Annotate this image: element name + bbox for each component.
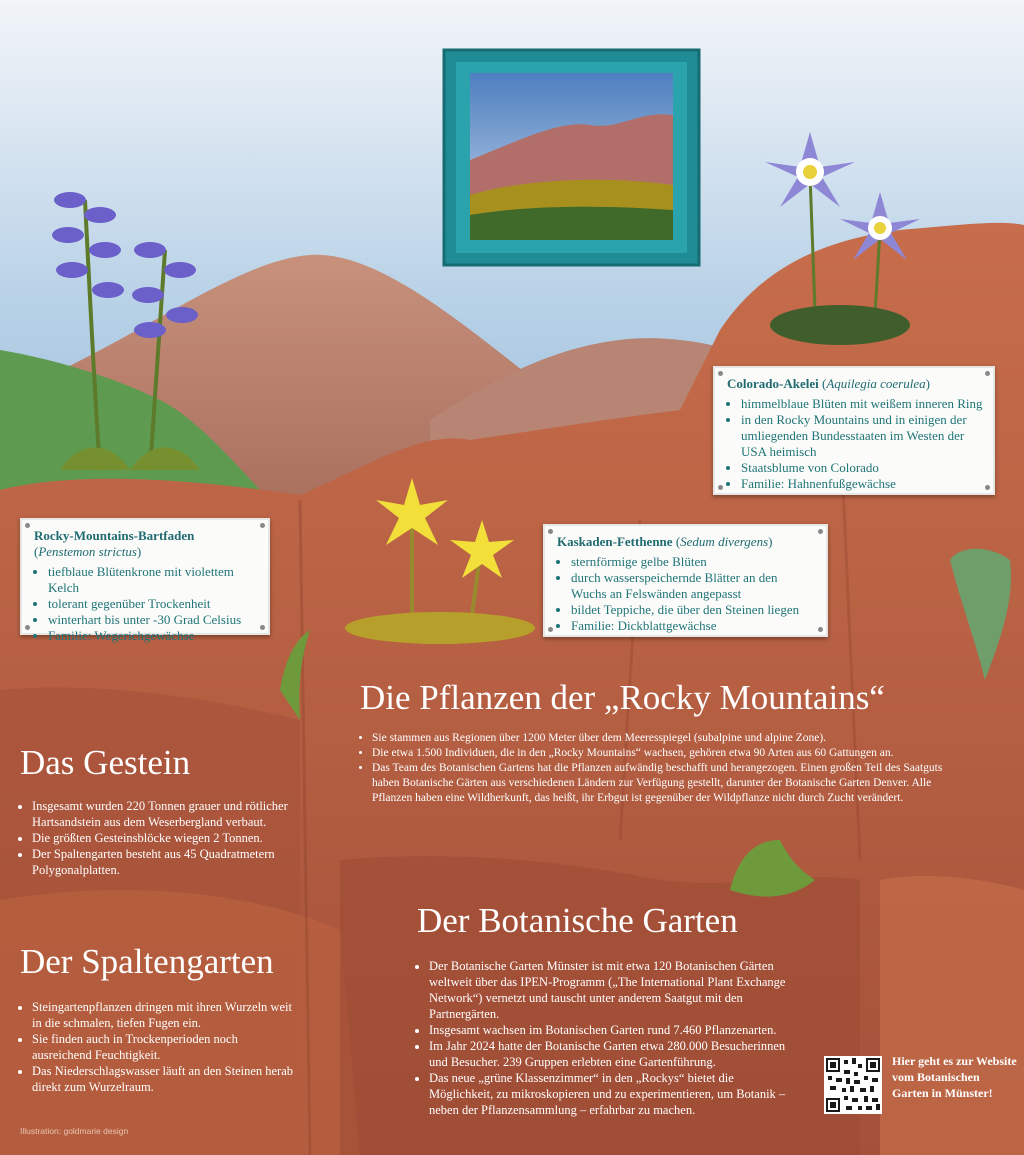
list-item: • Familie: Wegerichgewächse	[48, 628, 258, 644]
list-item: • Das Niederschlagswasser läuft an den Steinen herab direkt zum Wurzelraum.	[32, 1063, 300, 1095]
list-item: • durch wasserspeichernde Blätter an den Wuchs an Felswänden angepasst	[571, 570, 816, 602]
rock-block-right	[880, 876, 1024, 1155]
list-item: • tolerant gegenüber Trockenheit	[48, 596, 258, 612]
card-colorado-akelei	[713, 366, 995, 495]
section-list	[417, 958, 787, 1118]
section-title: Die Pflanzen der „Rocky Mountains“	[360, 678, 885, 717]
list-item: • tiefblaue Blütenkrone mit violettem Kelch	[48, 564, 258, 596]
list-item: • Sie stammen aus Regionen über 1200 Meter über dem Meeresspiegel (subalpine und alpine Zone).	[372, 731, 960, 746]
section-list	[360, 731, 960, 806]
list-item: • Im Jahr 2024 hatte der Botanische Garten etwa 280.000 Besucherinnen und Besucher. 239 Gruppen erlebten eine Gartenführung.	[429, 1038, 787, 1070]
list-item: • Der Botanische Garten Münster ist mit etwa 120 Botanischen Gärten weltweit über das IPEN-Programm („The International Plant Exchange Network“) vernetzt und tauscht unter anderem Saatgut mit den Partnergärten.	[429, 958, 787, 1022]
list-item: • Familie: Dickblattgewächse	[571, 618, 816, 634]
plant-latin-name: Aquilegia coerulea	[826, 376, 926, 391]
card-title: Rocky-Mountains-Bartfaden (Penstemon strictus)	[34, 528, 195, 559]
list-item: • Der Spaltengarten besteht aus 45 Quadratmetern Polygonalplatten.	[32, 846, 320, 878]
list-item: • winterhart bis unter -30 Grad Celsius	[48, 612, 258, 628]
list-item: • Das neue „grüne Klassenzimmer“ in den „Rockys“ bietet die Möglichkeit, zu mikroskopieren und zu experimentieren, um Botanik – neben der Pflanzensammlung – erfahrbar zu machen.	[429, 1070, 787, 1118]
section-title: Der Botanische Garten	[417, 901, 738, 940]
list-item: • Insgesamt wurden 220 Tonnen grauer und rötlicher Hartsandstein aus dem Weserbergland verbaut.	[32, 798, 320, 830]
plant-name: Rocky-Mountains-Bartfaden	[34, 528, 195, 543]
card-title: Kaskaden-Fetthenne (Sedum divergens)	[557, 534, 773, 549]
qr-code-caption: Hier geht es zur Website vom Botanischen Garten in Münster!	[892, 1054, 1017, 1100]
section-list	[20, 999, 300, 1095]
section-pflanzen	[360, 680, 960, 806]
card-title: Colorado-Akelei (Aquilegia coerulea)	[727, 376, 930, 391]
list-item: • Die größten Gesteinsblöcke wiegen 2 Tonnen.	[32, 830, 320, 846]
list-item: • bildet Teppiche, die über den Steinen liegen	[571, 602, 816, 618]
section-botanischer-garten	[417, 903, 787, 1118]
plant-latin-name: Penstemon strictus	[38, 544, 137, 559]
list-item: • Familie: Hahnenfußgewächse	[741, 476, 983, 492]
plant-name: Colorado-Akelei	[727, 376, 819, 391]
card-kaskaden-fetthenne	[543, 524, 828, 637]
list-item: • Sie finden auch in Trockenperioden noch ausreichend Feuchtigkeit.	[32, 1031, 300, 1063]
list-item: • Das Team des Botanischen Gartens hat die Pflanzen aufwändig beschafft und herangezogen. Einen großen Teil des Saatguts haben Botanische Gärten aus verschiedenen Ländern zur Verfügung gestellt, darunter der Botanische Garten Denver. Alle Pflanzen haben eine Wildherkunft, das heißt, ihr Erbgut ist gegenüber der Wildpflanze nicht durch Zucht verändert.	[372, 761, 960, 806]
section-list	[20, 798, 320, 878]
section-spaltengarten	[20, 944, 300, 1095]
qr-code-icon[interactable]	[824, 1056, 882, 1114]
list-item: • in den Rocky Mountains und in einigen der umliegenden Bundesstaaten im Westen der USA heimisch	[741, 412, 983, 460]
list-item: • Staatsblume von Colorado	[741, 460, 983, 476]
section-title: Das Gestein	[20, 743, 191, 782]
list-item: • sternförmige gelbe Blüten	[571, 554, 816, 570]
section-gestein	[20, 745, 320, 878]
framed-mountain-photo	[444, 50, 699, 265]
plant-facts-list	[557, 554, 816, 634]
plant-facts-list	[727, 396, 983, 492]
plant-latin-name: Sedum divergens	[680, 534, 769, 549]
list-item: • Steingartenpflanzen dringen mit ihren Wurzeln weit in die schmalen, tiefen Fugen ein.	[32, 999, 300, 1031]
card-rocky-mountains-bartfaden	[20, 518, 270, 643]
list-item: • Insgesamt wachsen im Botanischen Garten rund 7.460 Pflanzenarten.	[429, 1022, 787, 1038]
list-item: • himmelblaue Blüten mit weißem inneren Ring	[741, 396, 983, 412]
list-item: • Die etwa 1.500 Individuen, die in den „Rocky Mountains“ wachsen, gehören etwa 90 Arten aus 60 Gattungen an.	[372, 746, 960, 761]
plant-facts-list	[34, 564, 258, 644]
plant-name: Kaskaden-Fetthenne	[557, 534, 673, 549]
section-title: Der Spaltengarten	[20, 942, 274, 981]
illustration-credit: Illustration: goldmarie design	[20, 1126, 129, 1136]
